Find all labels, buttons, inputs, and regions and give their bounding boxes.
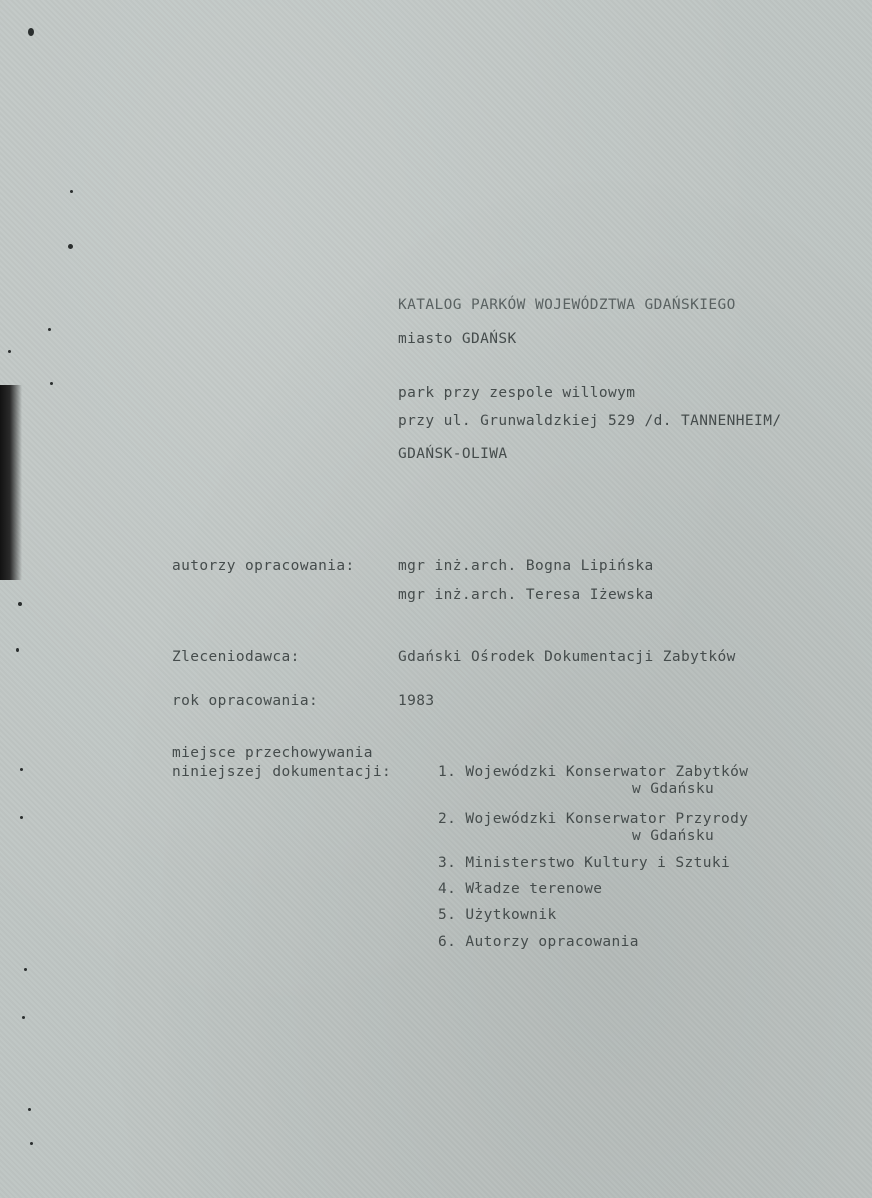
binding-mark xyxy=(22,1016,25,1019)
binding-mark xyxy=(20,816,23,819)
city-line: miasto GDAŃSK xyxy=(398,331,517,347)
binding-shadow xyxy=(0,385,22,580)
client-label: Zleceniodawca: xyxy=(172,649,300,665)
binding-mark xyxy=(20,768,23,771)
storage-item: 5. Użytkownik xyxy=(438,907,557,923)
binding-mark xyxy=(24,968,27,971)
storage-item: 4. Władze terenowe xyxy=(438,881,603,897)
storage-item: 3. Ministerstwo Kultury i Sztuki xyxy=(438,855,731,871)
binding-mark xyxy=(28,1108,31,1111)
binding-mark xyxy=(70,190,73,193)
author-name: mgr inż.arch. Bogna Lipińska xyxy=(398,558,654,574)
storage-item: 6. Autorzy opracowania xyxy=(438,934,639,950)
storage-item-cont: w Gdańsku xyxy=(632,828,715,844)
storage-item: 1. Wojewódzki Konserwator Zabytków xyxy=(438,764,749,780)
client-value: Gdański Ośrodek Dokumentacji Zabytków xyxy=(398,649,736,665)
binding-mark xyxy=(48,328,51,331)
year-value: 1983 xyxy=(398,693,435,709)
binding-mark xyxy=(28,28,34,36)
park-line-2: przy ul. Grunwaldzkiej 529 /d. TANNENHEIM/ xyxy=(398,413,782,429)
storage-item: 2. Wojewódzki Konserwator Przyrody xyxy=(438,811,749,827)
binding-mark xyxy=(18,602,22,606)
author-name: mgr inż.arch. Teresa Iżewska xyxy=(398,587,654,603)
storage-label-line-1: miejsce przechowywania xyxy=(172,745,373,761)
district-line: GDAŃSK-OLIWA xyxy=(398,446,508,462)
catalog-title: KATALOG PARKÓW WOJEWÓDZTWA GDAŃSKIEGO xyxy=(398,297,736,313)
park-line-1: park przy zespole willowym xyxy=(398,385,636,401)
storage-label-line-2: niniejszej dokumentacji: xyxy=(172,764,392,780)
year-label: rok opracowania: xyxy=(172,693,319,709)
binding-mark xyxy=(8,350,11,353)
binding-mark xyxy=(16,648,19,652)
storage-item-cont: w Gdańsku xyxy=(632,781,715,797)
binding-mark xyxy=(30,1142,33,1145)
authors-label: autorzy opracowania: xyxy=(172,558,355,574)
binding-mark xyxy=(68,244,73,249)
binding-mark xyxy=(50,382,53,385)
